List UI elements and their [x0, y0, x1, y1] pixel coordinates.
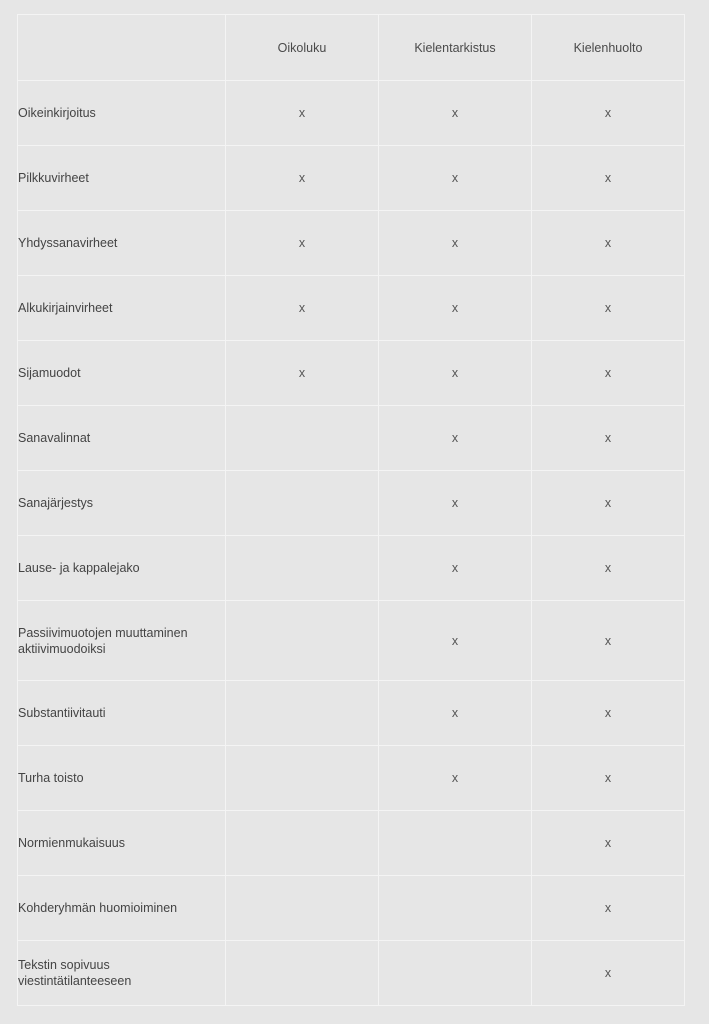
table-row	[18, 341, 685, 406]
row-label: Sanavalinnat	[18, 406, 226, 471]
row-label: Yhdyssanavirheet	[18, 211, 226, 276]
table-row	[18, 746, 685, 811]
check-mark-cell: x	[379, 406, 532, 471]
check-mark-cell: x	[379, 536, 532, 601]
check-mark-cell: x	[532, 211, 685, 276]
check-mark-cell: x	[226, 211, 379, 276]
table-row	[18, 601, 685, 681]
check-mark-cell	[226, 681, 379, 746]
table-body	[18, 81, 685, 1006]
check-mark-cell: x	[379, 81, 532, 146]
check-mark-cell: x	[379, 341, 532, 406]
check-mark-cell: x	[379, 276, 532, 341]
comparison-table	[17, 14, 685, 1006]
table-row	[18, 406, 685, 471]
table-row	[18, 876, 685, 941]
table-row	[18, 471, 685, 536]
row-label: Sanajärjestys	[18, 471, 226, 536]
row-label: Passiivimuotojen muuttaminen aktiivimuodoiksi	[18, 601, 226, 681]
check-mark-cell	[226, 746, 379, 811]
check-mark-cell: x	[532, 746, 685, 811]
check-mark-cell: x	[226, 81, 379, 146]
check-mark-cell: x	[532, 811, 685, 876]
header-row	[18, 15, 685, 81]
table-row	[18, 536, 685, 601]
row-label: Tekstin sopivuus viestintätilanteeseen	[18, 941, 226, 1006]
table-header	[18, 15, 685, 81]
check-mark-cell: x	[379, 746, 532, 811]
row-label: Normienmukaisuus	[18, 811, 226, 876]
table-row	[18, 81, 685, 146]
header-cell-kielentarkistus: Kielentarkistus	[379, 15, 532, 81]
row-label: Pilkkuvirheet	[18, 146, 226, 211]
check-mark-cell: x	[379, 601, 532, 681]
check-mark-cell	[226, 406, 379, 471]
table-row	[18, 681, 685, 746]
check-mark-cell: x	[379, 681, 532, 746]
check-mark-cell: x	[532, 471, 685, 536]
check-mark-cell	[226, 876, 379, 941]
check-mark-cell: x	[532, 406, 685, 471]
check-mark-cell: x	[379, 211, 532, 276]
check-mark-cell	[226, 811, 379, 876]
row-label: Alkukirjainvirheet	[18, 276, 226, 341]
table-row	[18, 211, 685, 276]
check-mark-cell: x	[532, 601, 685, 681]
check-mark-cell	[226, 941, 379, 1006]
check-mark-cell: x	[532, 276, 685, 341]
check-mark-cell: x	[532, 146, 685, 211]
check-mark-cell	[379, 876, 532, 941]
check-mark-cell	[379, 811, 532, 876]
header-cell-kielenhuolto: Kielenhuolto	[532, 15, 685, 81]
check-mark-cell: x	[532, 341, 685, 406]
row-label: Substantiivitauti	[18, 681, 226, 746]
table-row	[18, 811, 685, 876]
row-label: Lause- ja kappalejako	[18, 536, 226, 601]
check-mark-cell: x	[226, 276, 379, 341]
header-cell-empty	[18, 15, 226, 81]
check-mark-cell: x	[379, 471, 532, 536]
table-row	[18, 146, 685, 211]
check-mark-cell: x	[379, 146, 532, 211]
check-mark-cell: x	[532, 681, 685, 746]
row-label: Oikeinkirjoitus	[18, 81, 226, 146]
table-row	[18, 941, 685, 1006]
check-mark-cell: x	[532, 81, 685, 146]
row-label: Turha toisto	[18, 746, 226, 811]
check-mark-cell	[226, 601, 379, 681]
check-mark-cell: x	[532, 536, 685, 601]
check-mark-cell: x	[532, 941, 685, 1006]
header-cell-oikoluku: Oikoluku	[226, 15, 379, 81]
row-label: Sijamuodot	[18, 341, 226, 406]
check-mark-cell	[226, 536, 379, 601]
table-row	[18, 276, 685, 341]
check-mark-cell	[226, 471, 379, 536]
check-mark-cell: x	[226, 341, 379, 406]
check-mark-cell: x	[226, 146, 379, 211]
check-mark-cell: x	[532, 876, 685, 941]
check-mark-cell	[379, 941, 532, 1006]
row-label: Kohderyhmän huomioiminen	[18, 876, 226, 941]
